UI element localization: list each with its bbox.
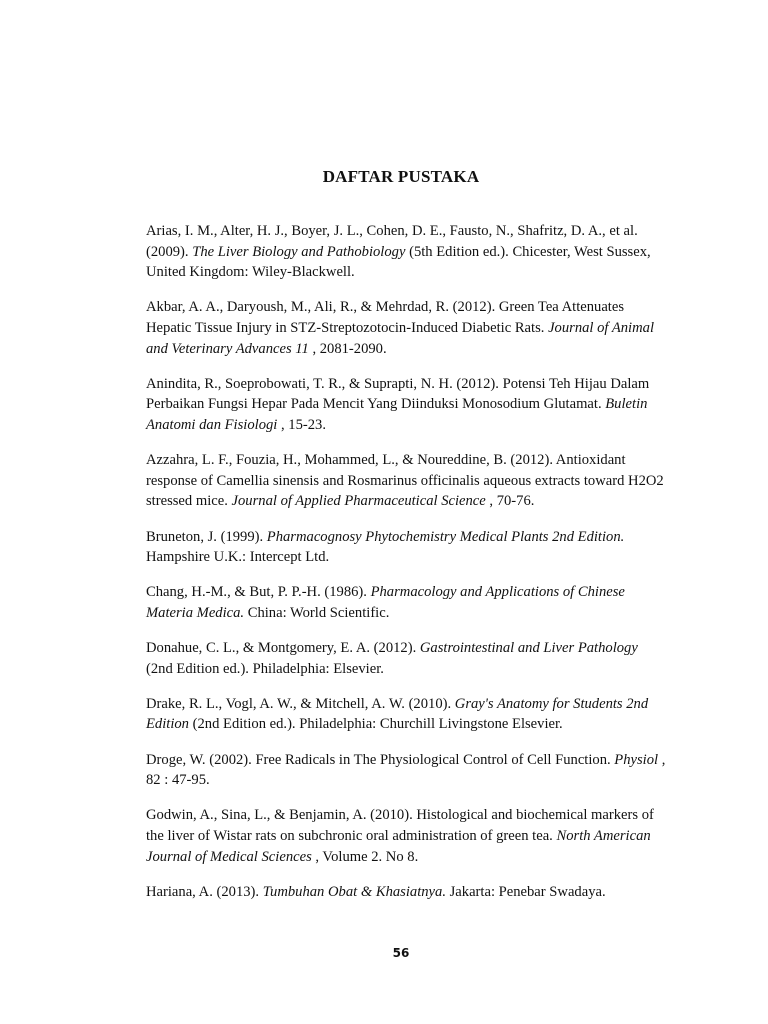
reference-text: , Volume 2. No 8.	[311, 848, 419, 865]
reference-italic: Journal of Applied Pharmaceutical Science	[231, 493, 486, 510]
page-title: DAFTAR PUSTAKA	[322, 167, 480, 186]
reference-text: Arias, I. M., Alter, H. J., Boyer, J. L., Cohen, D. E., Fausto, N., Shafritz, D. A., et al. (2009).	[146, 223, 638, 260]
reference-italic: Tumbuhan Obat & Khasiatnya.	[262, 883, 446, 900]
reference-text: Azzahra, L. F., Fouzia, H., Mohammed, L., & Noureddine, B. (2012). Antioxidant response of Camellia sinensis and Rosmarinus officinalis aqueous extracts toward H2O2 stressed mice.	[146, 452, 664, 510]
reference-text: Hariana, A. (2013).	[146, 883, 263, 900]
reference-item	[146, 882, 666, 903]
reference-italic: North American Journal of Medical Sciences	[146, 828, 651, 865]
reference-item	[146, 221, 666, 283]
reference-text: (2nd Edition ed.). Philadelphia: Elsevier.	[146, 660, 384, 677]
reference-text: Jakarta: Penebar Swadaya.	[445, 883, 606, 900]
reference-text: Drake, R. L., Vogl, A. W., & Mitchell, A. W. (2010).	[146, 695, 455, 712]
reference-italic: Physiol	[614, 751, 659, 768]
reference-item	[146, 527, 666, 568]
reference-italic: Pharmacology and Applications of Chinese Materia Medica.	[146, 584, 625, 621]
reference-item	[146, 638, 666, 679]
reference-italic: Buletin Anatomi dan Fisiologi	[146, 396, 648, 433]
reference-text: China: World Scientific.	[244, 604, 390, 621]
reference-text: Donahue, C. L., & Montgomery, E. A. (2012).	[146, 640, 420, 657]
reference-item	[146, 805, 666, 867]
reference-text: Bruneton, J. (1999).	[146, 528, 267, 545]
reference-text: Hampshire U.K.: Intercept Ltd.	[146, 549, 330, 566]
reference-text: Godwin, A., Sina, L., & Benjamin, A. (2010). Histological and biochemical markers of the liver of Wistar rats on subchronic oral administration of green tea.	[146, 807, 654, 844]
reference-italic: Gastrointestinal and Liver Pathology	[419, 640, 638, 657]
reference-text: Anindita, R., Soeprobowati, T. R., & Suprapti, N. H. (2012). Potensi Teh Hijau Dalam Perbaikan Fungsi Hepar Pada Mencit Yang Diinduksi Monosodium Glutamat.	[146, 375, 650, 413]
reference-text: , 70-76.	[485, 493, 535, 510]
reference-italic: The Liver Biology and Pathobiology	[192, 243, 406, 260]
reference-list	[146, 221, 666, 917]
reference-text: , 82 : 47-95.	[146, 751, 666, 789]
reference-item	[146, 582, 666, 623]
reference-italic: Pharmacognosy Phytochemistry Medical Plants 2nd Edition.	[266, 528, 625, 545]
reference-text: , 15-23.	[277, 416, 326, 433]
reference-text: , 2081-2090.	[308, 340, 387, 357]
reference-item	[146, 297, 666, 359]
reference-item	[146, 694, 666, 735]
reference-item	[146, 450, 666, 512]
reference-item	[146, 750, 666, 791]
reference-text: (5th Edition ed.). Chicester, West Sussex, United Kingdom: Wiley-Blackwell.	[146, 243, 651, 281]
reference-text: (2nd Edition ed.). Philadelphia: Churchill Livingstone Elsevier.	[188, 716, 563, 733]
reference-text: Chang, H.-M., & But, P. P.-H. (1986).	[146, 584, 371, 601]
reference-text: Droge, W. (2002). Free Radicals in The Physiological Control of Cell Function.	[146, 751, 615, 768]
reference-italic: Gray's Anatomy for Students 2nd Edition	[146, 695, 649, 733]
reference-item	[146, 374, 666, 436]
reference-text: Akbar, A. A., Daryoush, M., Ali, R., & Mehrdad, R. (2012). Green Tea Attenuates Hepatic Tissue Injury in STZ-Streptozotocin-Induced Diabetic Rats.	[146, 299, 625, 336]
page-number: 56	[392, 946, 410, 960]
reference-italic: Journal of Animal and Veterinary Advances 11	[146, 319, 655, 357]
